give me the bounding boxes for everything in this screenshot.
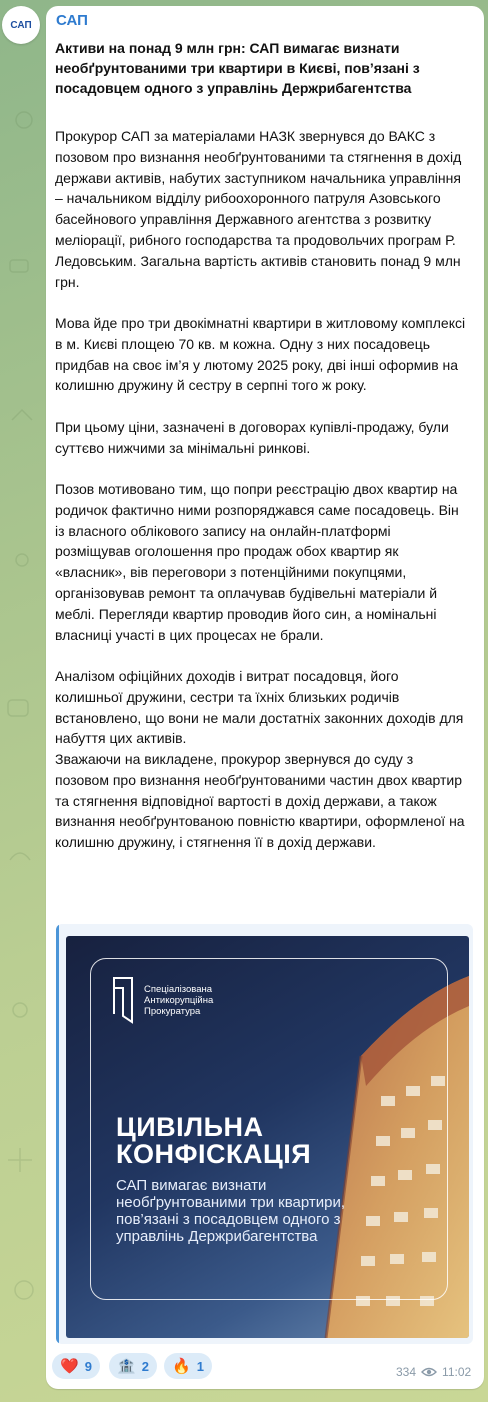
post-paragraph: Аналізом офіційних доходів і витрат посадовця, його колишньої дружини, сестри та їхніх близьких родичів встановлено, що вони не мали достатніх законних доходів для набуття цих активів. (55, 668, 464, 747)
preview-accent-bar (56, 924, 59, 1344)
avatar-label: САП (10, 19, 32, 31)
poster-heading (116, 1114, 311, 1168)
fire-icon: 🔥 (172, 1358, 191, 1375)
poster-heading-line: ЦИВІЛЬНА (116, 1112, 264, 1142)
link-preview[interactable] (56, 924, 473, 1344)
logo-line: Антикорупційна (144, 995, 214, 1006)
heart-icon: ❤️ (60, 1358, 79, 1375)
post-paragraph: Прокурор САП за матеріалами НАЗК звернувся до ВАКС з позовом про визнання необґрунтованими та стягнення в дохід держави активів, набутих заступником начальника управління – начальником відділу рибоохоронного патруля Азовського басейнового управління Державного агентства з розвитку меліорації, рибного господарства та продовольчих програм Р. Ледовським. Загальна вартість активів становить понад 9 млн грн. (55, 128, 462, 290)
message-time: 11:02 (442, 1365, 472, 1379)
reaction-heart[interactable] (52, 1353, 100, 1379)
view-count: 334 (396, 1365, 417, 1379)
message-meta (396, 1365, 471, 1379)
poster-logo-text (144, 984, 213, 1017)
reaction-count: 9 (84, 1358, 92, 1374)
logo-line: Спеціалізована (144, 984, 213, 995)
post-paragraph: При цьому ціни, зазначені в договорах купівлі-продажу, були суттєво нижчими за мінімальні ринкові. (55, 419, 449, 456)
post-paragraph: Позов мотивовано тим, що попри реєстрацію двох квартир на родичок фактично ними розпоряджався саме посадовець. Він із власного облікового запису на онлайн-платформі розміщував оголошення про продаж обох квартир як «власник», вів переговори з потенційними покупцями, організовував ремонт та оплачував будівельні матеріали й меблі. Перегляди квартир проводив його син, а номінальні власниці участі в цих процесах не брали. (55, 481, 459, 643)
logo-line: Прокуратура (144, 1006, 201, 1017)
channel-name[interactable]: САП (56, 12, 88, 29)
post-paragraph: Мова йде про три двокімнатні квартири в житловому комплексі в м. Києві площею 70 кв. м кожна. Одну з них посадовець придбав на своє ім’я у лютому 2025 року, дві інші оформив на колишню дружину й сестру в серпні того ж року. (55, 315, 466, 394)
eye-icon (421, 1367, 437, 1377)
reaction-count: 1 (196, 1358, 204, 1374)
post-title: Активи на понад 9 млн грн: САП вимагає визнати необґрунтованими три квартири в Києві, пов’язані з посадовцем одного з управлінь Держрибагентства (55, 40, 420, 96)
poster-subtitle: САП вимагає визнати необґрунтованими три квартири, пов’язані з посадовцем одного з управлінь Держрибагентства (116, 1177, 346, 1245)
channel-avatar[interactable] (2, 6, 40, 44)
sap-logo-icon (112, 976, 134, 1024)
preview-image[interactable] (66, 936, 469, 1338)
message-bubble (46, 6, 484, 1389)
reaction-count: 2 (141, 1358, 149, 1374)
reaction-bank[interactable] (109, 1353, 157, 1379)
post-paragraph: Зважаючи на викладене, прокурор звернувся до суду з позовом про визнання необґрунтованими частин двох квартир та стягнення відповідної вартості в дохід держави, а також визнання необґрунтованою повністю квартири, оформленої на колишню дружину, і стягнення її в дохід держави. (55, 751, 465, 851)
reaction-fire[interactable] (164, 1353, 212, 1379)
poster-heading-line: КОНФІСКАЦІЯ (116, 1139, 312, 1169)
bank-icon: 🏦 (117, 1358, 136, 1375)
